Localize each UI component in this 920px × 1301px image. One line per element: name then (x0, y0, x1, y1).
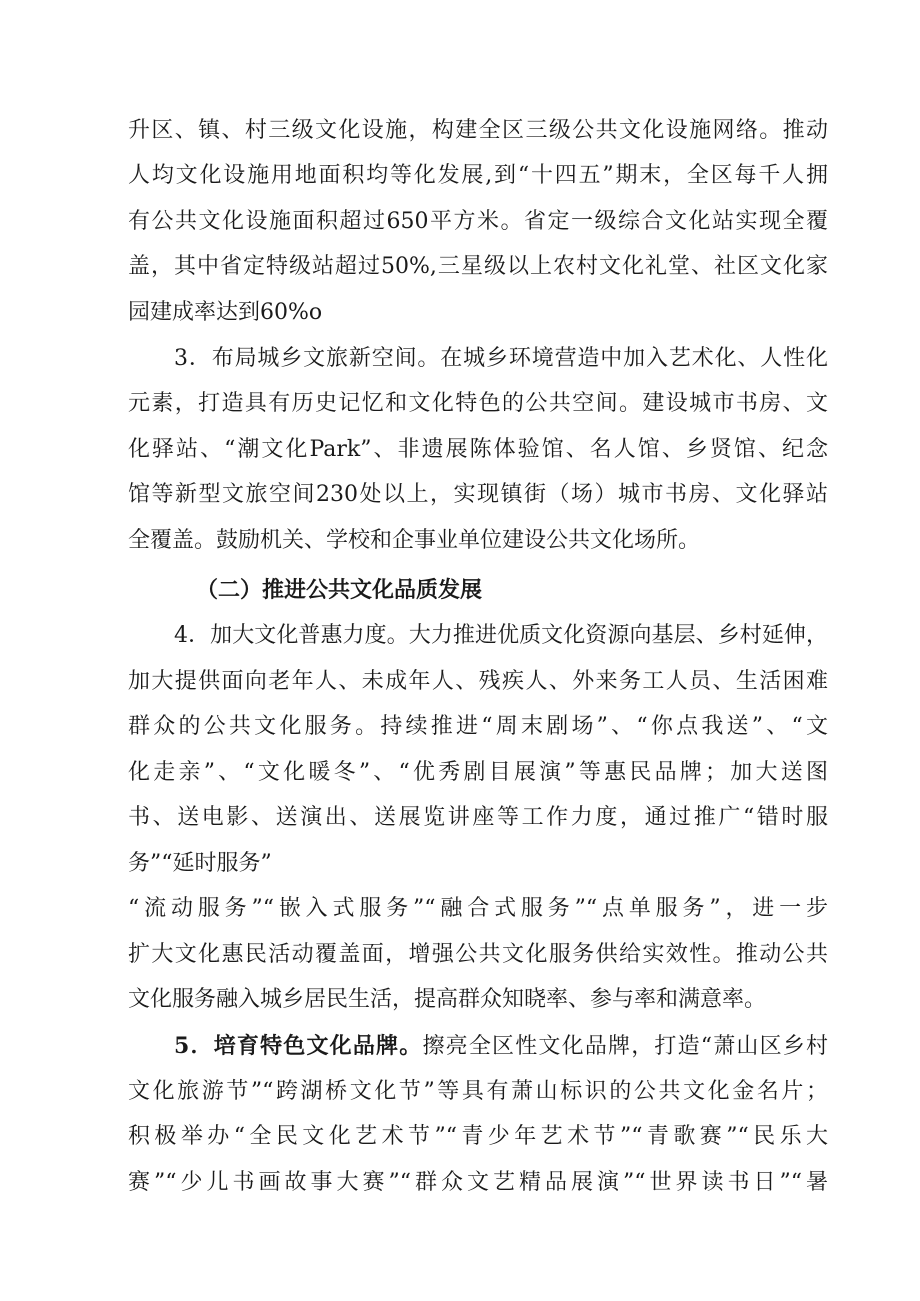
paragraph-line: 升区、镇、村三级文化设施，构建全区三级公共文化设施网络。推动 (128, 118, 828, 143)
item-4-first-line: 4．加大文化普惠力度。大力推进优质文化资源向基层、乡村延伸， (174, 623, 828, 648)
paragraph-line: “流动服务”“嵌入式服务”“融合式服务”“点单服务”，进一步 (128, 896, 828, 921)
paragraph-line: 群众的公共文化服务。持续推进“周末剧场”、“你点我送”、“文 (128, 714, 828, 739)
paragraph-line: 赛”“少儿书画故事大赛”“群众文艺精品展演”“世界读书日”“暑 (128, 1170, 828, 1195)
item-5-bold-lead: 5．培育特色文化品牌。 (174, 1033, 423, 1059)
paragraph-line: 扩大文化惠民活动覆盖面，增强公共文化服务供给实效性。推动公共 (128, 942, 828, 967)
paragraph-line: 积极举办“全民文化艺术节”“青少年艺术节”“青歌赛”“民乐大 (128, 1124, 828, 1149)
paragraph-line: 文化服务融入城乡居民生活，提高群众知晓率、参与率和满意率。 (128, 987, 767, 1012)
paragraph-line: 有公共文化设施面积超过650平方米。省定一级综合文化站实现全覆 (128, 209, 828, 234)
paragraph-line: 加大提供面向老年人、未成年人、残疾人、外来务工人员、生活困难 (128, 669, 828, 694)
paragraph-line: 盖，其中省定特级站超过50%,三星级以上农村文化礼堂、社区文化家 (128, 254, 828, 279)
paragraph-line: 全覆盖。鼓励机关、学校和企事业单位建设公共文化场所。 (128, 528, 701, 553)
item-5-text: 擦亮全区性文化品牌，打造“萧山区乡村 (422, 1034, 828, 1059)
paragraph-line: 园建成率达到60%o (128, 300, 323, 325)
paragraph-line: 化驿站、“潮文化Park”、非遗展陈体验馆、名人馆、乡贤馆、纪念 (128, 437, 828, 462)
section-heading: （二）推进公共文化品质发展 (196, 577, 483, 603)
paragraph-line: 书、送电影、送演出、送展览讲座等工作力度，通过推广“错时服 (128, 805, 828, 830)
item-5-first-line (174, 1031, 828, 1062)
paragraph-line: 馆等新型文旅空间230处以上，实现镇街（场）城市书房、文化驿站 (128, 482, 828, 507)
paragraph-line: 化走亲”、“文化暖冬”、“优秀剧目展演”等惠民品牌；加大送图 (128, 760, 828, 785)
paragraph-line: 元素，打造具有历史记忆和文化特色的公共空间。建设城市书房、文 (128, 391, 828, 416)
paragraph-line: 务”“延时服务” (128, 851, 272, 876)
paragraph-line: 人均文化设施用地面积均等化发展,到“十四五”期末，全区每千人拥 (128, 163, 828, 188)
paragraph-line: 文化旅游节”“跨湖桥文化节”等具有萧山标识的公共文化金名片； (128, 1079, 828, 1104)
item-3-first-line: 3．布局城乡文旅新空间。在城乡环境营造中加入艺术化、人性化 (174, 346, 828, 371)
